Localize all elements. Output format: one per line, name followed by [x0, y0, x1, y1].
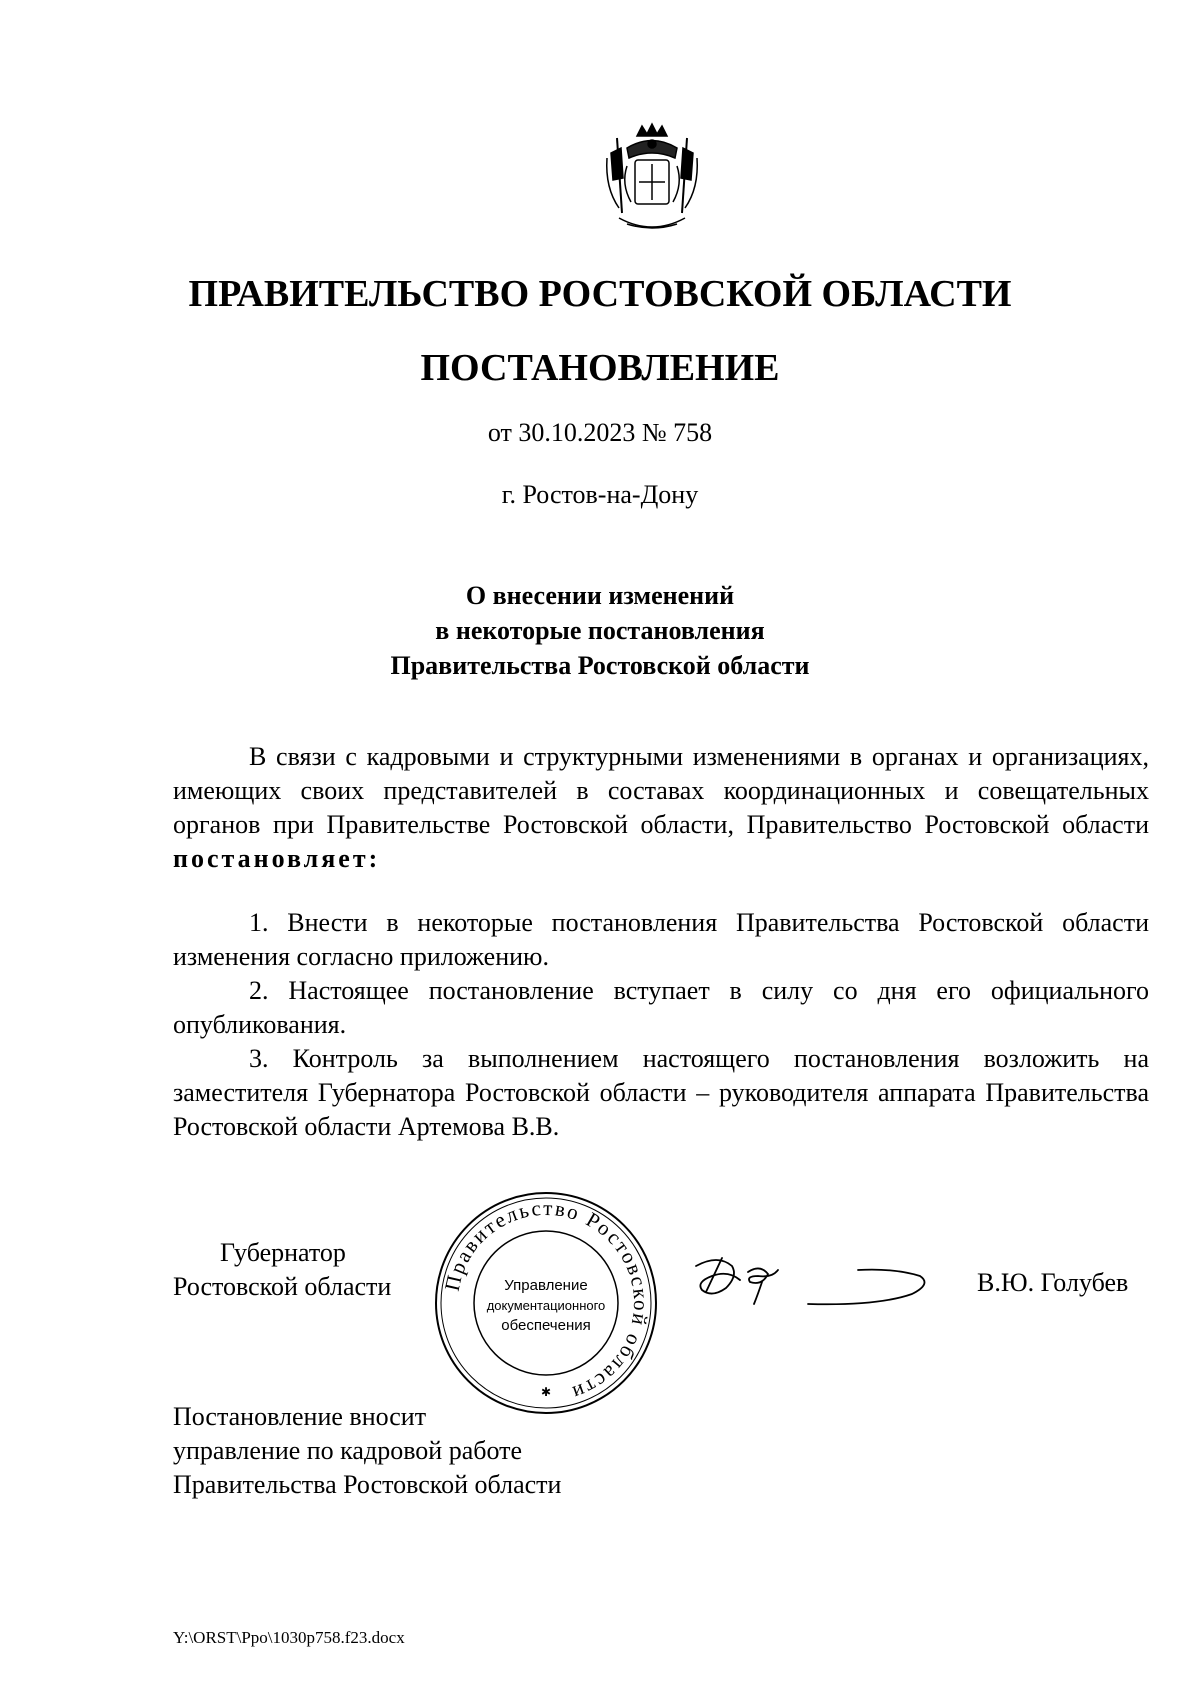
signatory-position	[173, 1236, 473, 1304]
subject-line: О внесении изменений	[465, 581, 735, 610]
preamble-text: В связи с кадровыми и структурными изменениями в органах и организациях, имеющих своих представителей в составах координационных и совещательных органов при Правительстве Ростовской области, Правительство Ростовской области	[173, 742, 1149, 839]
position-line: Губернатор	[220, 1238, 346, 1267]
preamble	[173, 740, 1149, 876]
government-title: ПРАВИТЕЛЬСТВО РОСТОВСКОЙ ОБЛАСТИ	[188, 273, 1012, 315]
submitter-line: Правительства Ростовской области	[173, 1470, 562, 1499]
document-type: ПОСТАНОВЛЕНИЕ	[420, 347, 780, 389]
stamp-outer-text: Правительство Ростовской области	[439, 1195, 654, 1406]
coat-of-arms-icon	[597, 118, 707, 238]
resolves-word: постановляет:	[173, 844, 381, 873]
signatory-name: В.Ю. Голубев	[977, 1268, 1129, 1297]
svg-text:✱: ✱	[540, 1385, 552, 1399]
resolution-item: 2. Настоящее постановление вступает в силу со дня его официального опубликования.	[173, 976, 1149, 1039]
resolution-item: 3. Контроль за выполнением настоящего постановления возложить на заместителя Губернатора Ростовской области – руководителя аппарата Правительства Ростовской области Артемова В.В.	[173, 1044, 1149, 1141]
document-date-number: от 30.10.2023 № 758	[487, 418, 713, 447]
stamp-inner-line: обеспечения	[501, 1317, 591, 1334]
position-line: Ростовской области	[173, 1272, 392, 1301]
handwritten-signature	[688, 1246, 948, 1318]
stamp-inner-line: документационного	[486, 1298, 606, 1313]
resolution-items	[173, 906, 1149, 1144]
submitter-line: Постановление вносит	[173, 1402, 427, 1431]
submitter-note	[173, 1400, 561, 1502]
submitter-line: управление по кадровой работе	[173, 1436, 523, 1465]
file-path: Y:\ORST\Ppo\1030p758.f23.docx	[173, 1628, 405, 1647]
document-subject	[0, 578, 1200, 683]
document-city: г. Ростов-на-Дону	[501, 480, 699, 509]
subject-line: Правительства Ростовской области	[390, 651, 810, 680]
stamp-inner-line: Управление	[504, 1277, 588, 1294]
subject-line: в некоторые постановления	[435, 616, 765, 645]
official-stamp	[433, 1190, 659, 1416]
resolution-item: 1. Внести в некоторые постановления Правительства Ростовской области изменения согласно приложению.	[173, 908, 1149, 971]
